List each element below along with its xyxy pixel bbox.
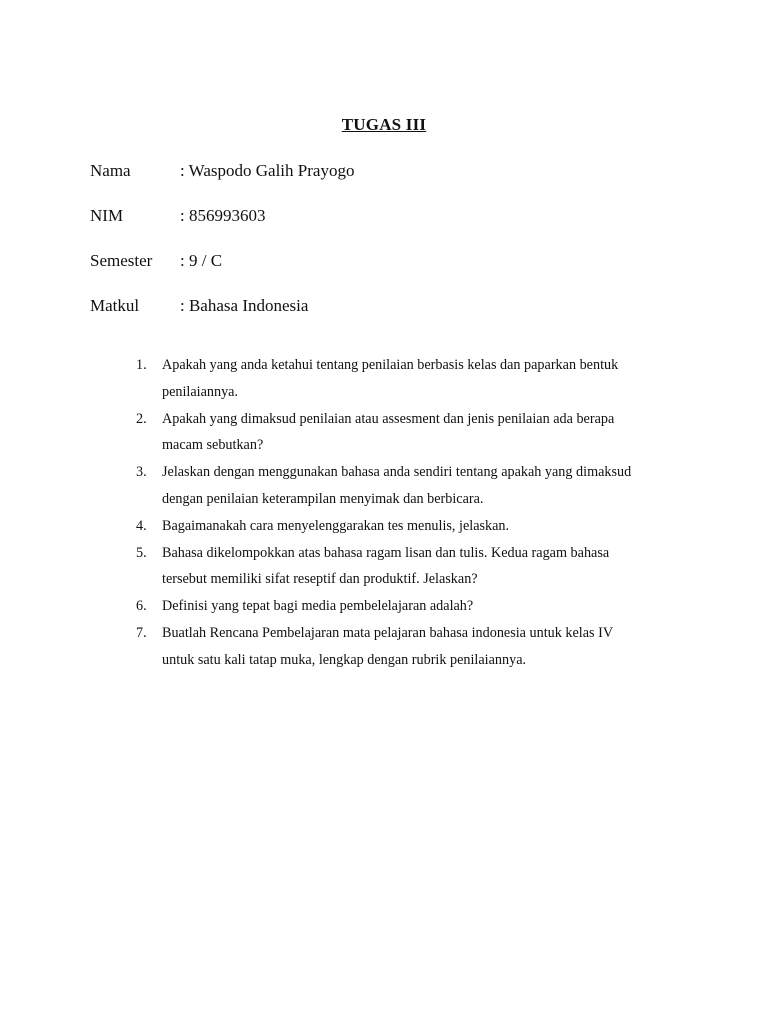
question-item xyxy=(136,620,676,674)
question-item xyxy=(136,593,676,620)
question-line: penilaiannya. xyxy=(162,383,239,400)
question-line: macam sebutkan? xyxy=(162,437,264,454)
info-value: : 9 / C xyxy=(180,251,223,270)
question-line: Definisi yang tepat bagi media pembelelajaran adalah? xyxy=(162,598,474,615)
question-item xyxy=(136,459,676,513)
question-number: 3. xyxy=(136,464,147,481)
question-number: 5. xyxy=(136,544,147,561)
question-item xyxy=(136,513,676,540)
question-line: Apakah yang dimaksud penilaian atau assesment dan jenis penilaian ada berapa xyxy=(162,410,615,427)
info-label: Matkul xyxy=(90,296,140,315)
info-label: Semester xyxy=(90,251,153,270)
question-number: 4. xyxy=(136,517,147,534)
question-line: tersebut memiliki sifat reseptif dan produktif. Jelaskan? xyxy=(162,571,478,588)
question-line: dengan penilaian keterampilan menyimak dan berbicara. xyxy=(162,490,484,507)
question-item xyxy=(136,540,676,594)
info-value: : 856993603 xyxy=(180,206,266,225)
question-line: Bahasa dikelompokkan atas bahasa ragam lisan dan tulis. Kedua ragam bahasa xyxy=(162,544,610,561)
question-line: untuk satu kali tatap muka, lengkap dengan rubrik penilaiannya. xyxy=(162,651,527,668)
info-label: Nama xyxy=(90,161,131,180)
question-number: 6. xyxy=(136,598,147,615)
question-list xyxy=(136,352,676,674)
question-number: 2. xyxy=(136,410,147,427)
info-value: : Bahasa Indonesia xyxy=(180,296,309,315)
info-value: : Waspodo Galih Prayogo xyxy=(180,161,355,180)
info-label: NIM xyxy=(90,206,124,225)
question-item xyxy=(136,352,676,406)
question-item xyxy=(136,406,676,460)
question-number: 7. xyxy=(136,624,147,641)
question-number: 1. xyxy=(136,357,147,373)
question-line: Bagaimanakah cara menyelenggarakan tes menulis, jelaskan. xyxy=(162,517,510,534)
document-title: TUGAS III xyxy=(341,115,427,134)
question-line: Apakah yang anda ketahui tentang penilaian berbasis kelas dan paparkan bentuk xyxy=(162,357,619,373)
question-line: Buatlah Rencana Pembelajaran mata pelajaran bahasa indonesia untuk kelas IV xyxy=(162,624,614,641)
question-line: Jelaskan dengan menggunakan bahasa anda sendiri tentang apakah yang dimaksud xyxy=(162,464,632,481)
